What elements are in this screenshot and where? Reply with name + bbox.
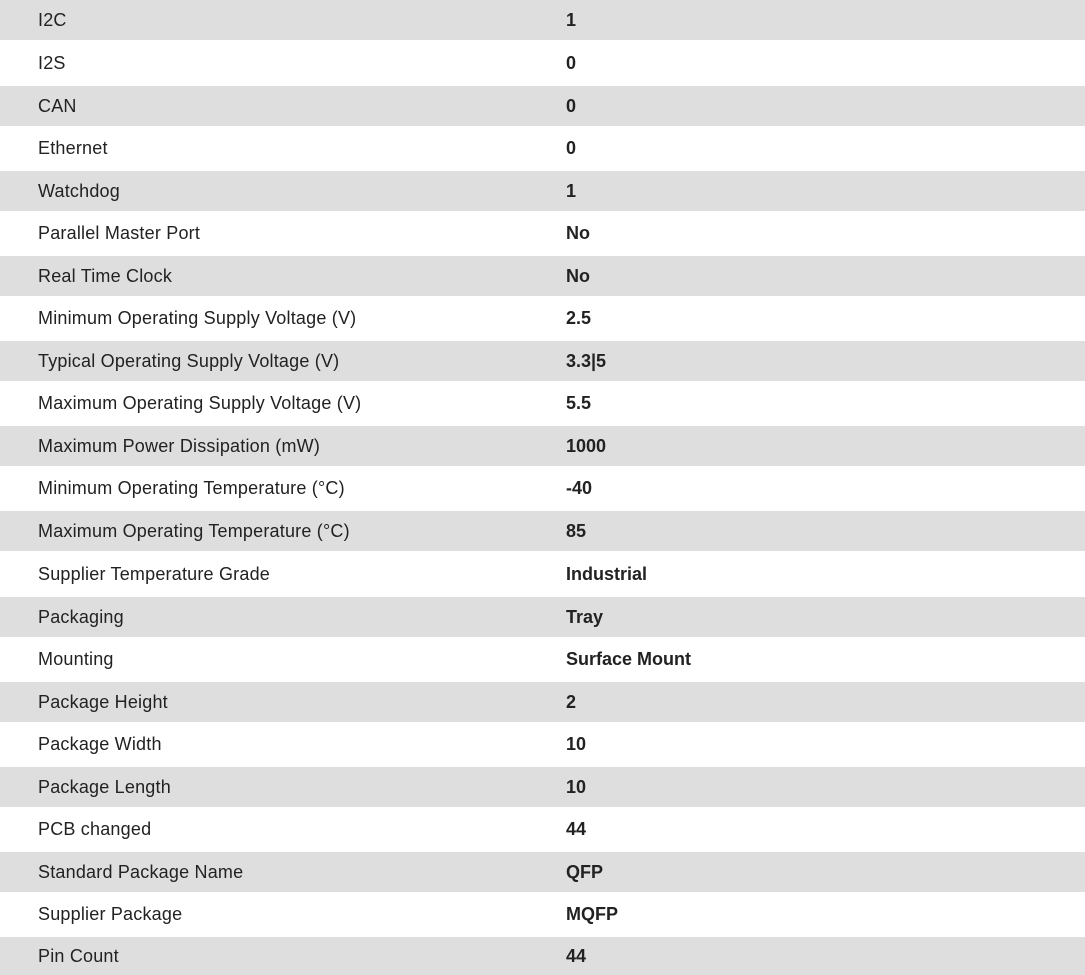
spec-row-i2c <box>0 0 1085 40</box>
spec-value: 44 <box>566 945 587 966</box>
spec-row-typ-supply-voltage <box>0 341 1085 381</box>
spec-row-ethernet <box>0 126 1085 171</box>
spec-row-can <box>0 86 1085 126</box>
spec-row-standard-package-name <box>0 852 1085 892</box>
spec-value: 44 <box>566 819 587 839</box>
spec-label: Typical Operating Supply Voltage (V) <box>38 350 340 371</box>
spec-value: 2.5 <box>566 308 592 328</box>
spec-row-min-operating-temp <box>0 466 1085 511</box>
spec-label: Minimum Operating Temperature (°C) <box>38 478 345 498</box>
spec-label: Minimum Operating Supply Voltage (V) <box>38 308 357 328</box>
spec-row-max-power-dissipation <box>0 426 1085 466</box>
spec-value: 10 <box>566 734 587 754</box>
spec-label: Supplier Package <box>38 904 183 924</box>
spec-row-pin-count <box>0 937 1085 975</box>
spec-label: Package Width <box>38 734 162 754</box>
spec-value: QFP <box>566 861 604 882</box>
spec-label: I2S <box>38 52 66 73</box>
spec-label: Mounting <box>38 649 114 669</box>
spec-value: No <box>566 223 590 243</box>
spec-label: PCB changed <box>38 819 152 839</box>
spec-row-watchdog <box>0 171 1085 211</box>
spec-value: 3.3|5 <box>566 350 607 371</box>
spec-label: Maximum Operating Temperature (°C) <box>38 520 350 541</box>
spec-row-min-supply-voltage <box>0 296 1085 341</box>
spec-value: 1 <box>566 180 577 201</box>
spec-label: Packaging <box>38 606 124 627</box>
spec-value: 0 <box>566 95 577 116</box>
spec-label: Real Time Clock <box>38 265 173 286</box>
spec-value: MQFP <box>566 904 618 924</box>
spec-row-package-width <box>0 722 1085 767</box>
spec-value: 1 <box>566 9 577 30</box>
spec-row-package-height <box>0 682 1085 722</box>
spec-value: 0 <box>566 138 577 158</box>
spec-row-parallel-master-port <box>0 211 1085 256</box>
spec-label: Maximum Power Dissipation (mW) <box>38 435 321 456</box>
spec-value: -40 <box>566 478 593 498</box>
spec-value: 85 <box>566 520 587 541</box>
spec-label: Maximum Operating Supply Voltage (V) <box>38 393 362 413</box>
spec-label: CAN <box>38 95 77 116</box>
spec-row-real-time-clock <box>0 256 1085 296</box>
spec-value: 1000 <box>566 435 607 456</box>
spec-row-supplier-package <box>0 892 1085 937</box>
spec-label: I2C <box>38 9 67 30</box>
spec-label: Standard Package Name <box>38 861 244 882</box>
spec-row-max-supply-voltage <box>0 381 1085 426</box>
spec-row-max-operating-temp <box>0 511 1085 551</box>
spec-label: Parallel Master Port <box>38 223 201 243</box>
spec-row-i2s <box>0 40 1085 86</box>
spec-row-package-length <box>0 767 1085 807</box>
spec-row-pcb-changed <box>0 807 1085 852</box>
spec-value: Tray <box>566 606 604 627</box>
spec-label: Watchdog <box>38 180 120 201</box>
spec-value: No <box>566 265 590 286</box>
spec-value: 2 <box>566 691 577 712</box>
spec-value: Surface Mount <box>566 649 692 669</box>
spec-label: Package Height <box>38 691 168 712</box>
spec-row-temperature-grade <box>0 551 1085 597</box>
spec-value: 5.5 <box>566 393 592 413</box>
spec-label: Supplier Temperature Grade <box>38 563 270 584</box>
spec-label: Pin Count <box>38 945 119 966</box>
spec-row-packaging <box>0 597 1085 637</box>
spec-row-mounting <box>0 637 1085 682</box>
spec-label: Ethernet <box>38 138 108 158</box>
spec-value: 10 <box>566 776 587 797</box>
spec-label: Package Length <box>38 776 171 797</box>
spec-value: 0 <box>566 52 577 73</box>
spec-value: Industrial <box>566 563 648 584</box>
